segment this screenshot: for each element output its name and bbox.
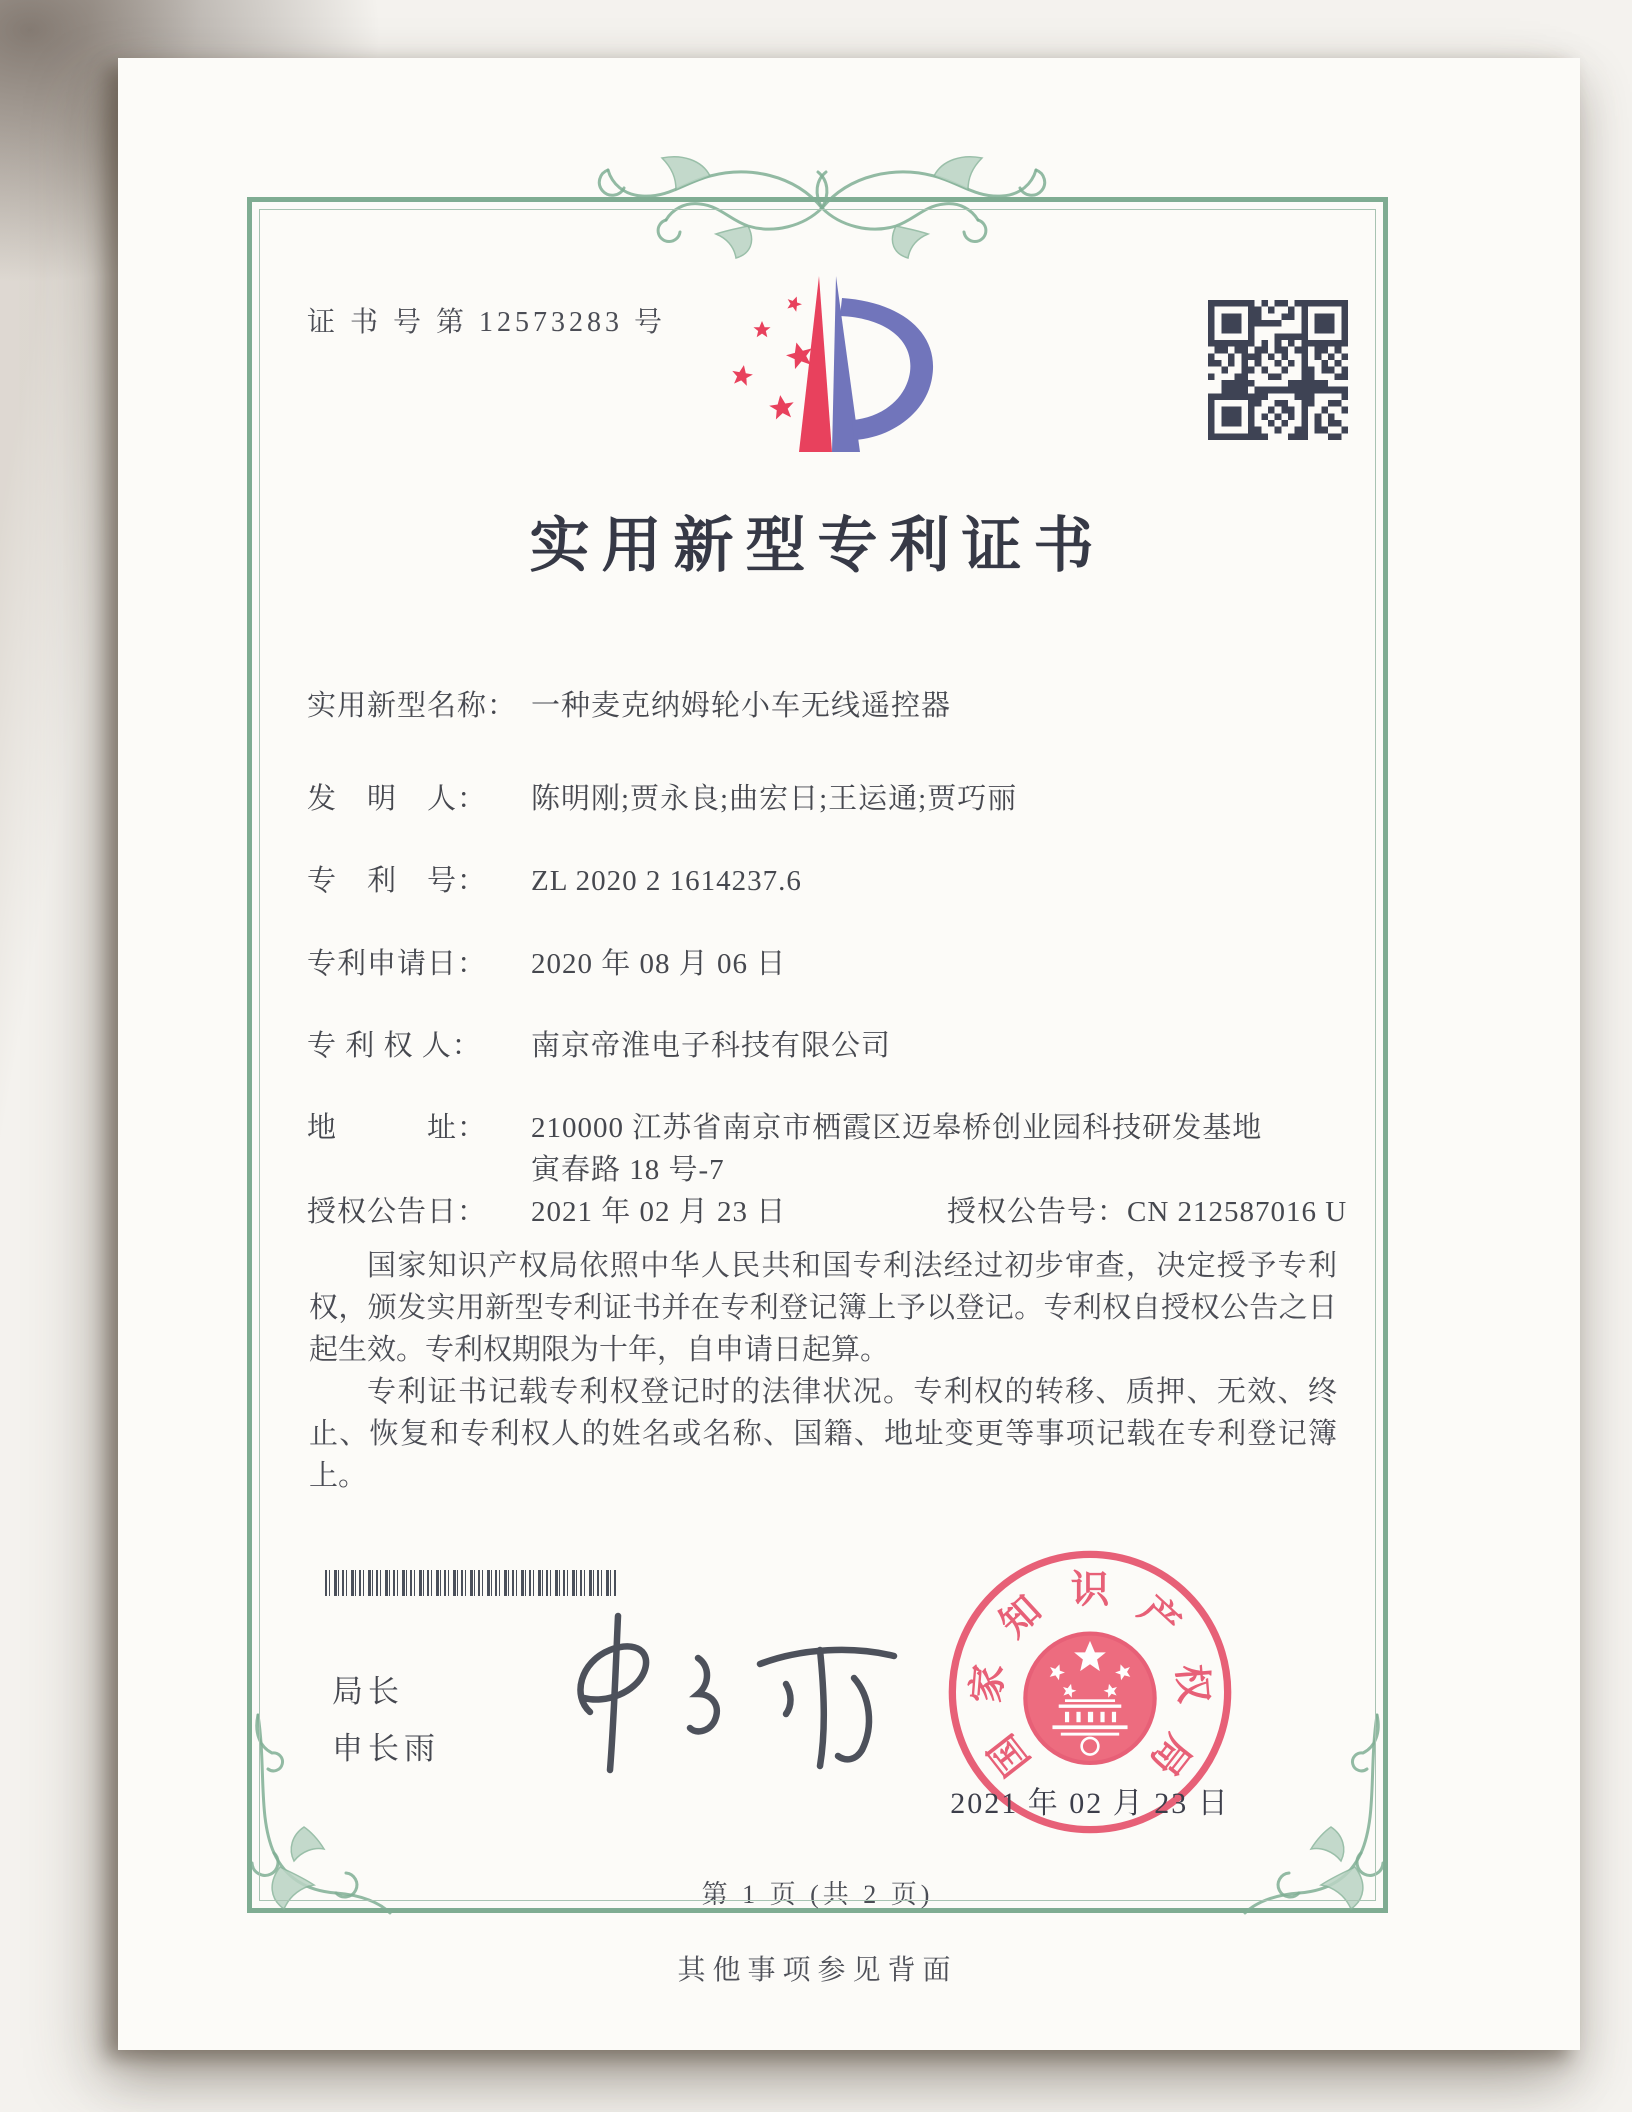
field-name-label: 实用新型名称： (307, 690, 518, 722)
back-note: 其他事项参见背面 (677, 1955, 958, 1986)
top-border-ornament-icon (542, 150, 1102, 260)
field-filing-date-value: 2020 年 08 月 06 日 (531, 948, 787, 980)
field-inventors-label: 发 明 人： (307, 783, 488, 815)
field-name-value: 一种麦克纳姆轮小车无线遥控器 (531, 690, 952, 722)
legal-paragraph-2: 专利证书记载专利权登记时的法律状况。专利权的转移、质押、无效、终止、恢复和专利权人的姓名或名称、国籍、地址变更等事项记载在专利登记簿上。 (309, 1376, 1337, 1492)
field-grant (307, 1189, 1348, 1230)
certificate-number: 证 书 号 第 12573283 号 (307, 307, 667, 338)
field-patentee-label: 专 利 权 人： (307, 1030, 482, 1062)
officer-title: 局长 (332, 1674, 404, 1709)
cnipa-logo-icon (702, 268, 967, 473)
field-patent-number-value: ZL 2020 2 1614237.6 (531, 865, 802, 897)
certificate-border-frame (247, 197, 1388, 1913)
legal-paragraph-1: 国家知识产权局依照中华人民共和国专利法经过初步审查，决定授予专利权，颁发实用新型专利证书并在专利登记簿上予以登记。专利权自授权公告之日起生效。专利权期限为十年，自申请日起算。 (309, 1250, 1337, 1366)
seal-date: 2021 年 02 月 23 日 (950, 1787, 1230, 1820)
svg-text:识: 识 (1070, 1569, 1110, 1612)
field-grant-number-value: CN 212587016 U (1127, 1196, 1348, 1228)
field-patentee (307, 1023, 891, 1064)
field-patentee-value: 南京帝淮电子科技有限公司 (531, 1030, 892, 1062)
field-filing-date (307, 941, 786, 982)
certificate-title: 实用新型专利证书 (529, 513, 1106, 579)
field-address-label: 地 址： (307, 1112, 488, 1144)
legal-text (309, 1245, 1337, 1497)
field-inventors-value: 陈明刚;贾永良;曲宏日;王运通;贾巧丽 (531, 783, 1018, 815)
field-grant-date-label: 授权公告日： (307, 1196, 488, 1228)
certificate-paper (118, 58, 1580, 2050)
field-patent-number-label: 专 利 号： (307, 865, 488, 897)
field-filing-date-label: 专利申请日： (307, 948, 488, 980)
field-inventors (307, 776, 1017, 817)
field-address (307, 1105, 1262, 1146)
field-address-value-line2: 寅春路 18 号-7 (531, 1154, 725, 1186)
officer-name: 申长雨 (332, 1731, 440, 1766)
svg-text:权: 权 (1168, 1662, 1214, 1705)
field-grant-number-label: 授权公告号： (947, 1196, 1128, 1228)
svg-text:产: 产 (1130, 1588, 1188, 1646)
svg-text:局: 局 (1141, 1726, 1199, 1783)
page-number: 第 1 页 (共 2 页) (701, 1880, 934, 1909)
barcode (325, 1570, 617, 1596)
field-address-value-line1: 210000 江苏省南京市栖霞区迈皋桥创业园科技研发基地 (531, 1112, 1263, 1144)
field-name (307, 683, 951, 724)
field-grant-date-value: 2021 年 02 月 23 日 (531, 1196, 787, 1228)
field-patent-number (307, 858, 802, 899)
svg-text:知: 知 (992, 1588, 1050, 1646)
field-grant-number (947, 1189, 1347, 1230)
signature-icon (502, 1600, 932, 1790)
qr-code (1208, 300, 1348, 440)
svg-text:国: 国 (981, 1726, 1039, 1783)
field-address-line2 (531, 1147, 725, 1188)
svg-text:家: 家 (966, 1662, 1012, 1705)
